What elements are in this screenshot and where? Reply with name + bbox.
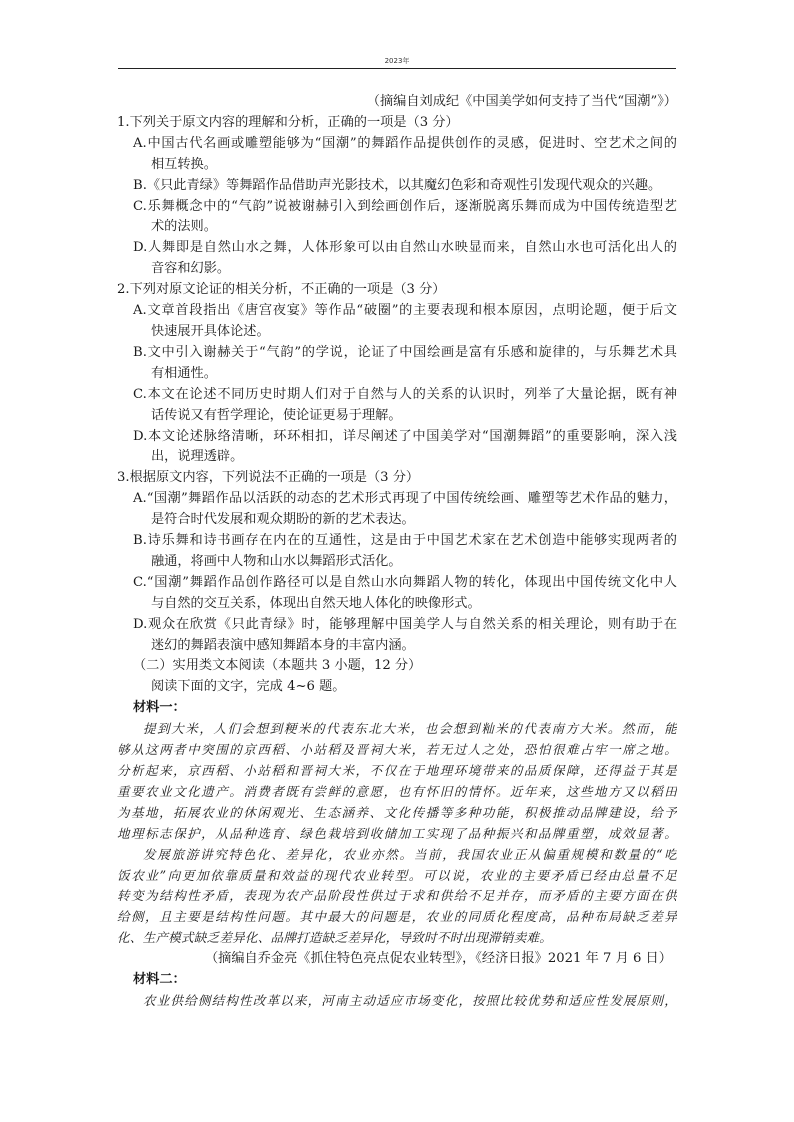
material-1-line: 发展旅游讲究特色化、差异化，农业亦然。当前，我国农业正从偏重规模和数量的“吃 [143, 846, 677, 862]
q3-option-c-cont: 与自然的交互关系，体现出自然天地人体化的映像形式。 [151, 595, 481, 611]
q1-option-a: A.中国古代名画或雕塑能够为“国潮”的舞蹈作品提供创作的灵感，促进时、空艺术之间的 [133, 135, 677, 151]
material-2-body [117, 991, 677, 1012]
q3-option-d: D.观众在欣赏《只此青绿》时，能够理解中国美学人与自然关系的相关理论，则有助于在 [133, 616, 677, 632]
q2-option-d-cont: 出，说理透辟。 [151, 449, 244, 465]
q3-option-a-cont: 是符合时代发展和观众期盼的新的艺术表达。 [151, 512, 415, 528]
q2-option-a-cont: 快速展开具体论述。 [151, 323, 270, 339]
q3-option-b-cont: 融通，将画中人物和山水以舞蹈形式活化。 [151, 553, 402, 569]
material-1-line: 给侧，且主要是结构性问题。其中最大的问题是，农业的同质化程度高，品种布局缺乏差异 [117, 909, 677, 925]
q2-option-c: C.本文在论述不同历史时期人们对于自然与人的关系的认识时，列举了大量论据，既有神 [133, 386, 677, 402]
material-2-line: 农业供给侧结构性改革以来，河南主动适应市场变化，按照比较优势和适应性发展原则， [143, 992, 677, 1008]
q1-option-b: B.《只此青绿》等舞蹈作品借助声光影技术，以其魔幻色彩和奇观性引发现代观众的兴趣。 [133, 177, 662, 193]
q1-option-c-cont: 术的法则。 [151, 219, 217, 235]
material-1-line: 饭农业”向更加依靠质量和效益的现代农业转型。可以说，农业的主要矛盾已经由总量不足 [117, 867, 677, 883]
source-citation: （摘编自刘成纪《中国美学如何支持了当代“国潮”》） [366, 94, 677, 109]
question-1-stem: 1.下列关于原文内容的理解和分析，正确的一项是（3 分） [117, 114, 459, 130]
section-2-instruction: 阅读下面的文字，完成 4~6 题。 [151, 679, 346, 695]
q2-option-d: D.本文论述脉络清晰，环环相扣，详尽阐述了中国美学对“国潮舞蹈”的重要影响，深入浅 [133, 428, 677, 444]
q2-option-c-cont: 话传说又有哲学理论，使论证更易于理解。 [151, 407, 402, 423]
q3-option-a: A.“国潮”舞蹈作品以活跃的动态的艺术形式再现了中国传统绘画、雕塑等艺术作品的魅力， [133, 491, 677, 507]
q1-option-c: C.乐舞概念中的“气韵”说被谢赫引入到绘画创作后，逐渐脱离乐舞而成为中国传统造型艺 [133, 198, 677, 214]
material-1-line: 地理标志保护，从品种选育、绿色栽培到收储加工实现了品种振兴和品牌重塑，成效显著。 [117, 825, 677, 841]
material-2-label: 材料二： [133, 972, 186, 988]
exam-page [117, 92, 677, 1012]
material-1-line: 分析起来，京西稻、小站稻和晋祠大米，不仅在于地理环境带来的品质保障，还得益于其是 [117, 763, 677, 778]
q2-option-a: A.文章首段指出《唐宫夜宴》等作品“破圈”的主要表现和根本原因，点明论题，便于后文 [133, 303, 677, 319]
question-3-stem: 3.根据原文内容，下列说法不正确的一项是（3 分） [117, 470, 420, 486]
q1-option-d: D.人舞即是自然山水之舞，人体形象可以由自然山水映显而来，自然山水也可活化出人的 [133, 240, 677, 256]
material-1-source: （摘编自乔金亮《抓住特色亮点促农业转型》，《经济日报》2021 年 7 月 6 日） [205, 951, 672, 967]
q2-option-b-cont: 有相通性。 [151, 365, 217, 381]
q3-option-b: B.诗乐舞和诗书画存在内在的互通性，这是由于中国艺术家在艺术创造中能够实现两者的 [133, 533, 677, 549]
header-rule [118, 68, 676, 69]
q1-option-a-cont: 相互转换。 [151, 156, 217, 172]
material-1-line: 提到大米，人们会想到粳米的代表东北大米，也会想到籼米的代表南方大米。然而，能 [143, 721, 677, 737]
material-1-line: 为基地，拓展农业的休闲观光、生态涵养、文化传播等多种功能，积极推动品牌建设，给予 [117, 804, 677, 820]
material-1-line: 重要农业文化遗产。消费者既有尝鲜的意愿，也有怀旧的情怀。近年来，这些地方又以稻田 [117, 783, 677, 799]
material-1-line: 化、生产模式缺乏差异化、品牌打造缺乏差异化，导致时不时出现滞销卖难。 [117, 930, 552, 946]
section-2-title: （二）实用类文本阅读（本题共 3 小题，12 分） [133, 658, 422, 674]
page-header-year: 2023年 [384, 57, 410, 65]
q3-option-c: C.“国潮”舞蹈作品创作路径可以是自然山水向舞蹈人物的转化，体现出中国传统文化中人 [133, 574, 677, 590]
material-1-label: 材料一： [133, 700, 186, 716]
q1-option-d-cont: 音容和幻影。 [151, 261, 231, 277]
material-1-body [117, 719, 677, 949]
material-1-line: 转变为结构性矛盾，表现为农产品阶段性供过于求和供给不足并存，而矛盾的主要方面在供 [117, 888, 677, 904]
q2-option-b: B.文中引入谢赫关于“气韵”的学说，论证了中国绘画是富有乐感和旋律的，与乐舞艺术具 [133, 344, 677, 360]
q3-option-d-cont: 迷幻的舞蹈表演中感知舞蹈本身的丰富内涵。 [151, 637, 415, 653]
material-1-line: 够从这两者中突围的京西稻、小站稻及晋祠大米，若无过人之处，恐怕很难占牢一席之地。 [117, 742, 677, 758]
question-2-stem: 2.下列对原文论证的相关分析，不正确的一项是（3 分） [117, 282, 446, 298]
